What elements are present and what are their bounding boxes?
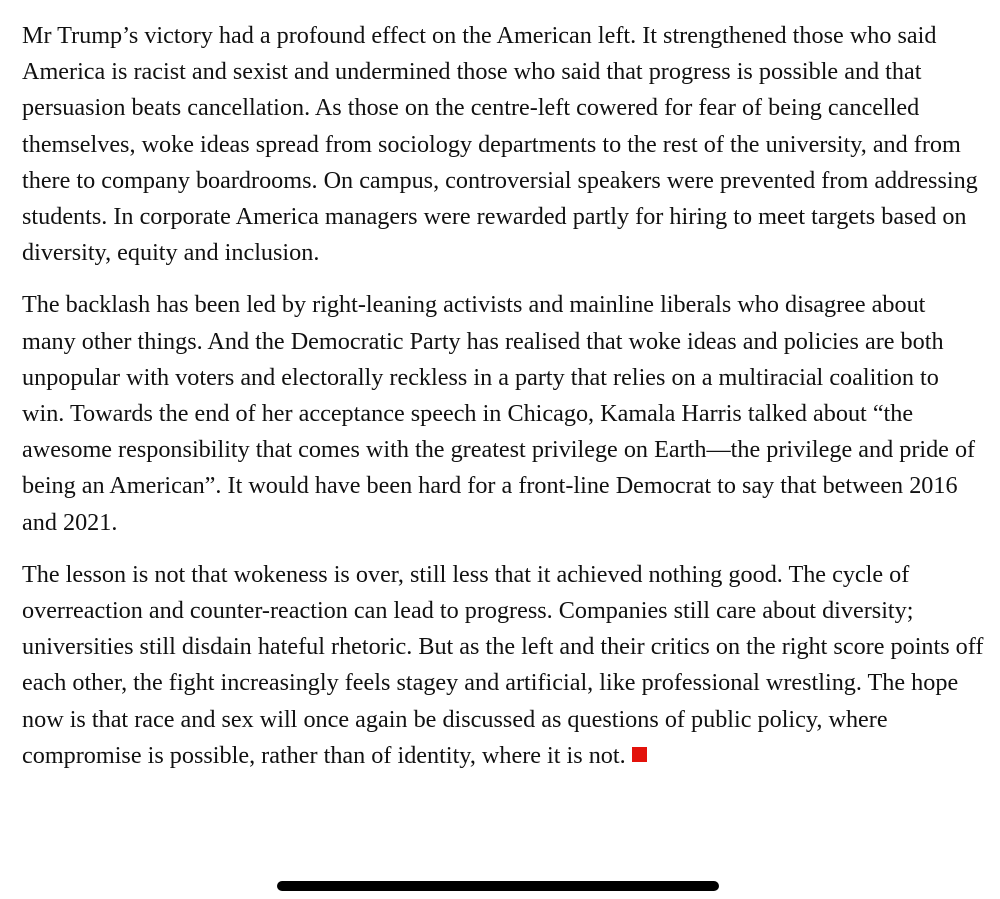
paragraph-3 (22, 557, 984, 774)
end-of-article-mark-icon (632, 747, 647, 762)
home-indicator[interactable] (277, 881, 719, 891)
paragraph-2: The backlash has been led by right-leaning activists and mainline liberals who disagree about many other things. And the Democratic Party has realised that woke ideas and policies are both unpopular with voters and electorally reckless in a party that relies on a multiracial coalition to win. Towards the end of her acceptance speech in Chicago, Kamala Harris talked about “the awesome responsibility that comes with the greatest privilege on Earth—the privilege and pride of being an American”. It would have been hard for a front-line Democrat to say that between 2016 and 2021. (22, 291, 976, 536)
paragraph-3-text: The lesson is not that wokeness is over, still less that it achieved nothing good. The cycle of overreaction and counter-reaction can lead to progress. Companies still care about diversity; universities still disdain hateful rhetoric. But as the left and their critics on the right score points off each other, the fight increasingly feels stagey and artificial, like professional wrestling. The hope now is that race and sex will once again be discussed as questions of public policy, where compromise is possible, rather than of identity, where it is not. (22, 560, 984, 769)
article-body (22, 18, 984, 790)
paragraph-1: Mr Trump’s victory had a profound effect on the American left. It strengthened those who said America is racist and sexist and undermined those who said that progress is possible and that persuasion beats cancellation. As those on the centre-left cowered for fear of being cancelled themselves, woke ideas spread from sociology departments to the rest of the university, and from there to company boardrooms. On campus, controversial speakers were prevented from addressing students. In corporate America managers were rewarded partly for hiring to meet targets based on diversity, equity and inclusion. (22, 22, 978, 267)
